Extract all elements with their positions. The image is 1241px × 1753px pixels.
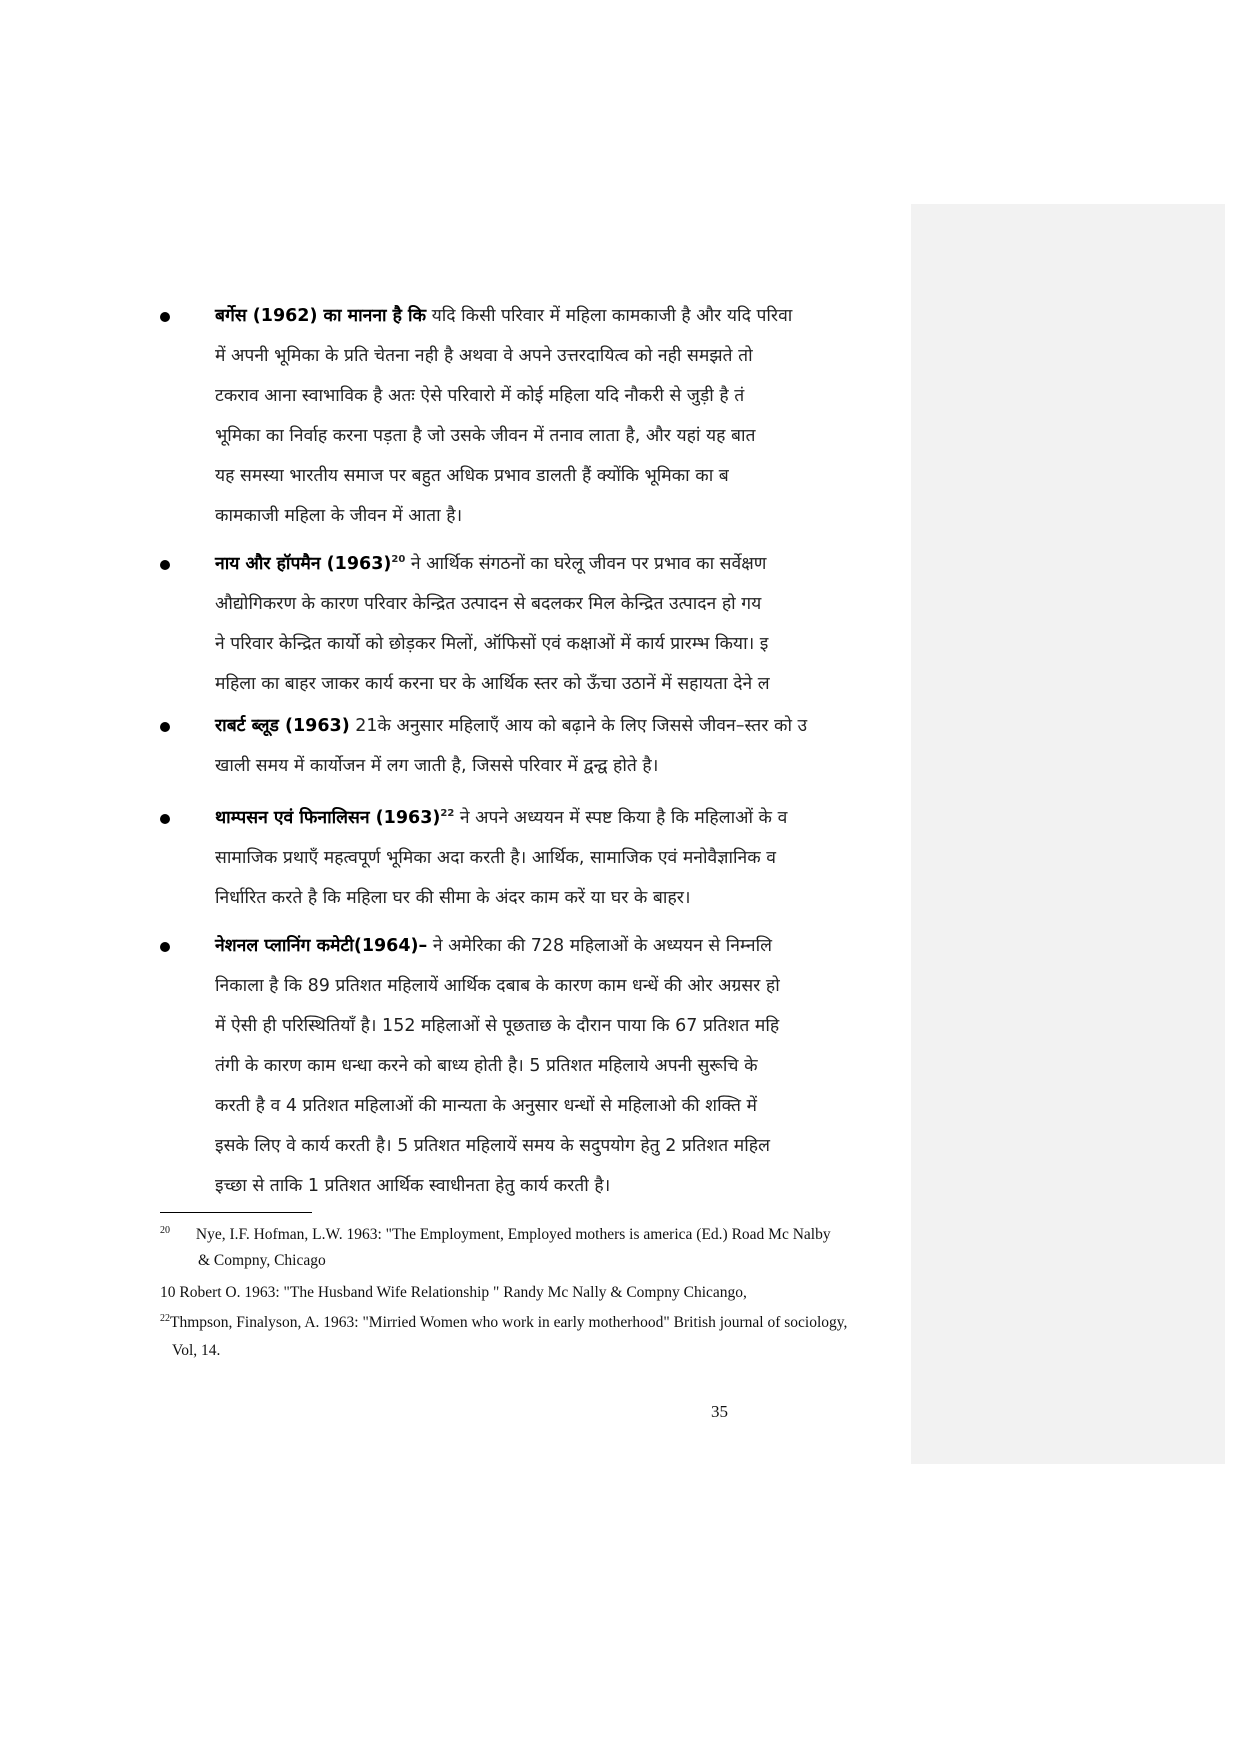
bullet-line: निकाला है कि 89 प्रतिशत महिलायें आर्थिक दबाब के कारण काम धन्धें की ओर अग्रसर हो <box>215 976 780 996</box>
bullet-dot <box>160 312 170 322</box>
footnote-separator <box>160 1212 312 1213</box>
bullet-lead: राबर्ट ब्लूड (1963) <box>215 716 350 736</box>
bullet-line: ने परिवार केन्द्रित कार्यो को छोड़कर मिलों, ऑफिसों एवं कक्षाओं में कार्य प्रारम्भ किया। इ <box>215 634 769 654</box>
bullet-text: ने अपने अध्ययन में स्पष्ट किया है कि महिलाओं के व <box>454 808 788 828</box>
footnote-text: Thmpson, Finalyson, A. 1963: "Mirried Women who work in early motherhood" British journal of sociology, <box>170 1314 848 1331</box>
bullet-lead: नेशनल प्लानिंग कमेटी(1964)– <box>215 936 428 956</box>
footnote-continuation: & Compny, Chicago <box>198 1252 326 1269</box>
page-number: 35 <box>711 1402 728 1421</box>
bullet-first-line <box>215 552 766 576</box>
footnote-mark: 20 <box>160 1224 170 1236</box>
bullet-lead: नाय और हॉपमैन (1963) <box>215 554 392 574</box>
bullet-text: यदि किसी परिवार में महिला कामकाजी है और यदि परिवा <box>426 306 793 326</box>
footnote-text: Nye, I.F. Hofman, L.W. 1963: "The Employment, Employed mothers is america (Ed.) Road Mc Nalby <box>195 1226 831 1243</box>
bullet-line: टकराव आना स्वाभाविक है अतः ऐसे परिवारो में कोई महिला यदि नौकरी से जुड़ी है तं <box>215 386 745 406</box>
bullet-line: तंगी के कारण काम धन्धा करने को बाध्य होती है। 5 प्रतिशत महिलाये अपनी सुरूचि के <box>215 1056 758 1076</box>
bullet-line: भूमिका का निर्वाह करना पड़ता है जो उसके जीवन में तनाव लाता है, और यहां यह बात <box>215 426 756 446</box>
footnote-22 <box>160 1314 847 1332</box>
bullet-line: इसके लिए वे कार्य करती है। 5 प्रतिशत महिलायें समय के सदुपयोग हेतु 2 प्रतिशत महिल <box>215 1136 770 1156</box>
bullet-line: खाली समय में कार्योजन में लग जाती है, जिससे परिवार में द्वन्द्व होते है। <box>215 756 659 776</box>
bullet-first-line <box>215 714 807 738</box>
footnote-mark: 22 <box>160 1312 170 1324</box>
bullet-line: यह समस्या भारतीय समाज पर बहुत अधिक प्रभाव डालती हैं क्योंकि भूमिका का ब <box>215 466 729 486</box>
bullet-lead: थाम्पसन एवं फिनालिसन (1963) <box>215 808 441 828</box>
comment-margin-pane <box>911 204 1225 1464</box>
bullet-dot <box>160 942 170 952</box>
bullet-text: ने आर्थिक संगठनों का घरेलू जीवन पर प्रभाव का सर्वेक्षण <box>405 554 767 574</box>
bullet-line: में ऐसी ही परिस्थितियाँ है। 152 महिलाओं से पूछताछ के दौरान पाया कि 67 प्रतिशत महि <box>215 1016 780 1036</box>
bullet-line: इच्छा से ताकि 1 प्रतिशत आर्थिक स्वाधीनता हेतु कार्य करती है। <box>215 1176 611 1196</box>
bullet-first-line <box>215 304 792 328</box>
bullet-dot <box>160 560 170 570</box>
footnote-10: 10 Robert O. 1963: "The Husband Wife Relationship " Randy Mc Nally & Compny Chicango, <box>160 1284 747 1301</box>
bullet-first-line <box>215 806 787 830</box>
footnote-continuation: Vol, 14. <box>172 1342 221 1359</box>
bullet-text: 21के अनुसार महिलाएँ आय को बढ़ाने के लिए जिससे जीवन–स्तर को उ <box>349 716 808 736</box>
bullet-line: निर्धारित करते है कि महिला घर की सीमा के अंदर काम करें या घर के बाहर। <box>215 888 691 908</box>
bullet-line: महिला का बाहर जाकर कार्य करना घर के आर्थिक स्तर को ऊँचा उठानें में सहायता देने ल <box>215 674 770 694</box>
bullet-first-line <box>215 934 772 958</box>
bullet-line: सामाजिक प्रथाएँ महत्वपूर्ण भूमिका अदा करती है। आर्थिक, सामाजिक एवं मनोवैज्ञानिक व <box>215 848 777 868</box>
bullet-text: ने अमेरिका की 728 महिलाओं के अध्ययन से निम्नलि <box>427 936 773 956</box>
bullet-line: कामकाजी महिला के जीवन में आता है। <box>215 506 463 526</box>
bullet-dot <box>160 722 170 732</box>
bullet-line: औद्योगिकरण के कारण परिवार केन्द्रित उत्पादन से बदलकर मिल केन्द्रित उत्पादन हो गय <box>215 594 762 614</box>
bullet-lead: बर्गेस (1962) का मानना है कि <box>215 306 427 326</box>
bullet-line: में अपनी भूमिका के प्रति चेतना नही है अथवा वे अपने उत्तरदायित्व को नही समझते तो <box>215 346 753 366</box>
lead-superscript: 22 <box>440 808 455 820</box>
bullet-dot <box>160 814 170 824</box>
lead-superscript: 20 <box>391 554 406 566</box>
footnote-20 <box>160 1226 831 1244</box>
bullet-line: करती है व 4 प्रतिशत महिलाओं की मान्यता के अनुसार धन्धों से महिलाओ की शक्ति में <box>215 1096 757 1116</box>
